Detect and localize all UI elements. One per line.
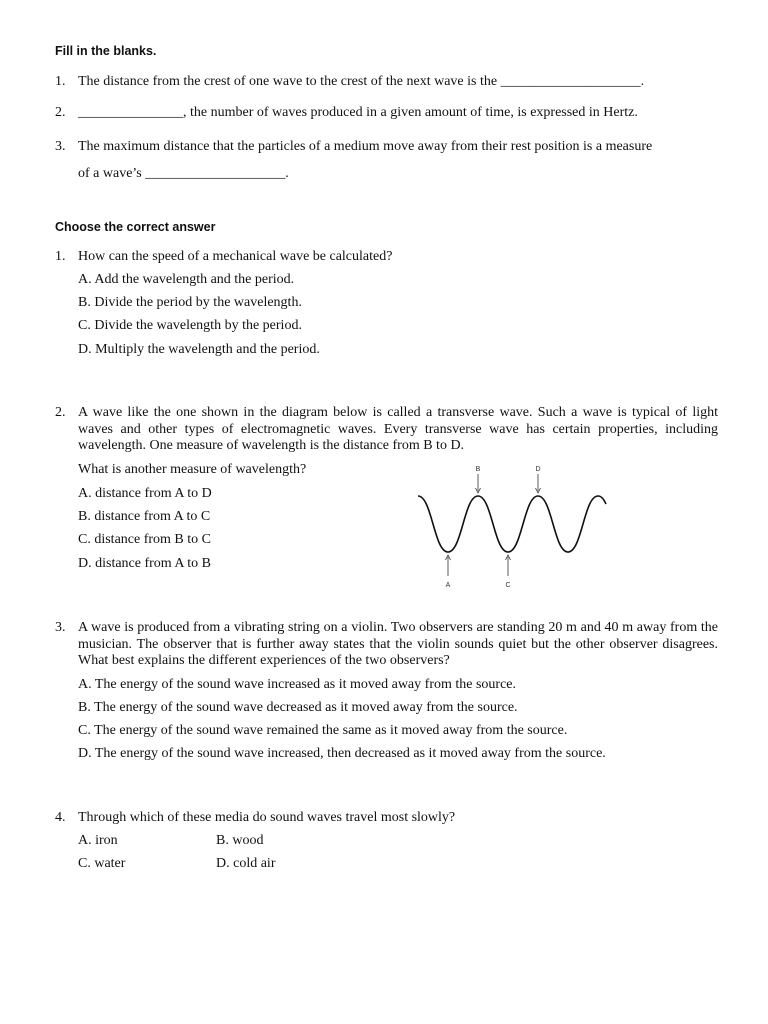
q1-number: 1. [55, 249, 66, 264]
q2-option-d: D. distance from A to B [78, 556, 211, 571]
q2-option-a: A. distance from A to D [78, 486, 212, 501]
q1-option-a: A. Add the wavelength and the period. [78, 272, 295, 287]
blank-3-text-line2: of a wave’s ____________________. [78, 166, 289, 181]
choose-heading: Choose the correct answer [55, 220, 216, 234]
fill-blanks-heading: Fill in the blanks. [55, 44, 157, 58]
q3-paragraph: A wave is produced from a vibrating string on a violin. Two observers are standing 20 m and 40 m away from the musician. The observer that is further away states that the violin sounds quiet but the other observer disagrees. What best explains the different experiences of the two observers? [78, 620, 718, 668]
q4-option-b: B. wood [216, 833, 264, 848]
label-b: B [475, 466, 481, 473]
q1-question: How can the speed of a mechanical wave be calculated? [78, 249, 393, 264]
label-a: A [445, 582, 451, 589]
q1-option-d: D. Multiply the wavelength and the period. [78, 342, 320, 357]
blank-1-text: The distance from the crest of one wave to the crest of the next wave is the ____________________. [78, 74, 645, 89]
wave-curve [418, 496, 606, 552]
q4-option-c: C. water [78, 856, 126, 871]
q3-option-c: C. The energy of the sound wave remained the same as it moved away from the source. [78, 723, 568, 738]
label-c: C [505, 582, 511, 589]
blank-3-text-line1: The maximum distance that the particles of a medium move away from their rest position is a measure [78, 139, 653, 154]
transverse-wave-diagram [412, 460, 612, 594]
q2-question: What is another measure of wavelength? [78, 462, 307, 477]
q3-option-a: A. The energy of the sound wave increased as it moved away from the source. [78, 677, 517, 692]
q4-option-d: D. cold air [216, 856, 276, 871]
q2-number: 2. [55, 405, 66, 420]
blank-2-text: _______________, the number of waves produced in a given amount of time, is expressed in Hertz. [78, 105, 638, 120]
wave-diagram-svg [412, 460, 612, 594]
q2-paragraph: A wave like the one shown in the diagram below is called a transverse wave. Such a wave is typical of light waves and other types of electromagnetic waves. Every transverse wave has certain properties, including wavelength. One measure of wavelength is the distance from B to D. [78, 405, 718, 453]
q1-option-b: B. Divide the period by the wavelength. [78, 295, 302, 310]
label-d: D [535, 466, 541, 473]
q1-option-c: C. Divide the wavelength by the period. [78, 318, 302, 333]
q3-option-b: B. The energy of the sound wave decreased as it moved away from the source. [78, 700, 518, 715]
q4-option-a: A. iron [78, 833, 118, 848]
q3-option-d: D. The energy of the sound wave increased, then decreased as it moved away from the source. [78, 746, 606, 761]
q2-option-b: B. distance from A to C [78, 509, 211, 524]
q2-option-c: C. distance from B to C [78, 532, 211, 547]
blank-1-number: 1. [55, 74, 66, 89]
q4-number: 4. [55, 810, 66, 825]
blank-2-number: 2. [55, 105, 66, 120]
q3-number: 3. [55, 620, 66, 635]
blank-3-number: 3. [55, 139, 66, 154]
q4-question: Through which of these media do sound waves travel most slowly? [78, 810, 456, 825]
